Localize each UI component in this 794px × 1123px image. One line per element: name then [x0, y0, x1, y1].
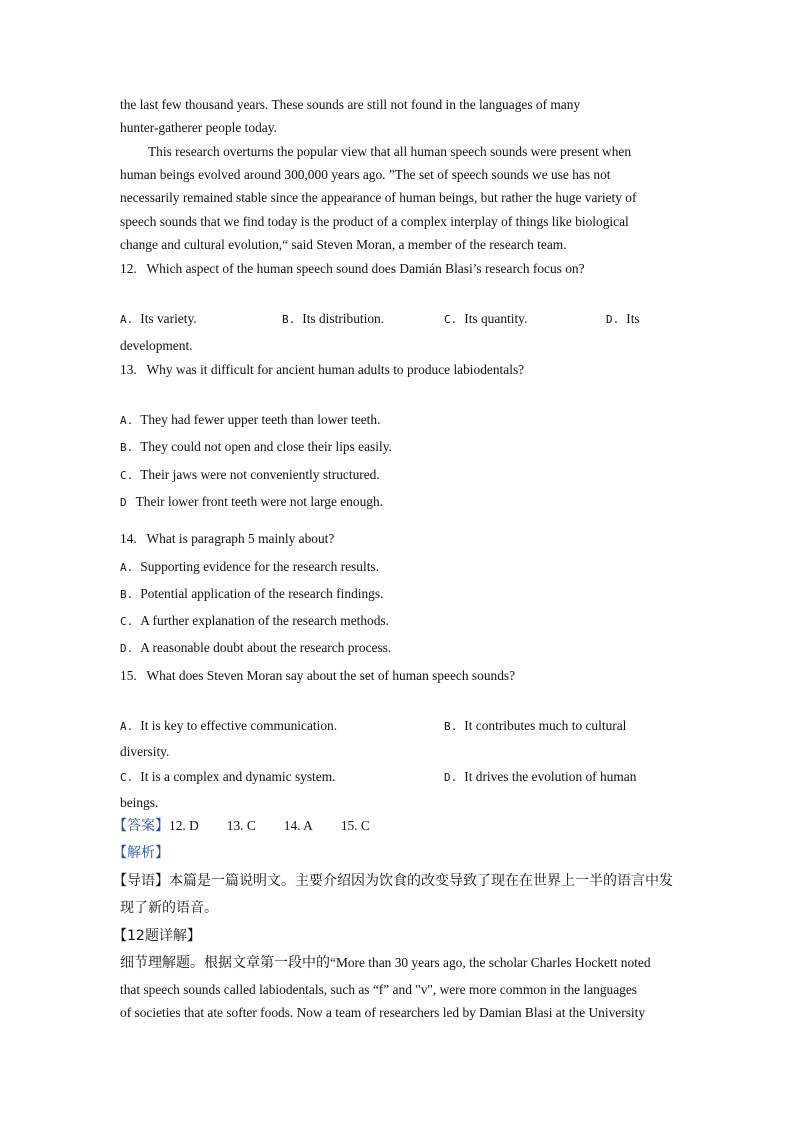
- q13-option-c: C. Their jaws were not conveniently structured.: [120, 467, 380, 482]
- q13-option-a: A. They had fewer upper teeth than lower teeth.: [120, 412, 381, 427]
- q15-option-d: D. It drives the evolution of human: [444, 769, 637, 784]
- q13-option-b: B. They could not open and close their lips easily.: [120, 439, 392, 454]
- q13-option-d: D Their lower front teeth were not large enough.: [120, 494, 384, 509]
- q15-option-c: C. It is a complex and dynamic system.: [120, 769, 336, 784]
- analysis-tag: 【解析】: [113, 845, 169, 861]
- passage-line: change and cultural evolution,“ said Steven Moran, a member of the research team.: [120, 237, 567, 252]
- detail-12-line: that speech sounds called labiodentals, such as “f” and "v", were more common in the languages: [120, 982, 638, 997]
- question-14-stem: 14. What is paragraph 5 mainly about?: [120, 531, 335, 546]
- answer-value: 12. D: [169, 818, 199, 833]
- answer-value: 13. C: [226, 818, 256, 833]
- guide-tag: 【导语】: [113, 873, 169, 889]
- question-15-stem: 15. What does Steven Moran say about the set of human speech sounds?: [120, 668, 516, 683]
- passage-line: hunter-gatherer people today.: [120, 120, 277, 135]
- guide-line: 现了新的语音。: [120, 900, 218, 916]
- q12-option-d: D. Its: [606, 311, 640, 326]
- q15-option-b: B. It contributes much to cultural: [444, 718, 627, 733]
- q14-option-b: B. Potential application of the research findings.: [120, 586, 384, 601]
- answer-value: 14. A: [283, 818, 313, 833]
- q12-option-d-wrap: development.: [120, 338, 193, 353]
- q12-option-c: C. Its quantity.: [444, 311, 528, 326]
- q12-option-b: B. Its distribution.: [282, 311, 385, 326]
- answer-line: [113, 817, 370, 835]
- q15-option-d-wrap: beings.: [120, 795, 159, 810]
- passage-line: This research overturns the popular view that all human speech sounds were present when: [148, 144, 632, 159]
- answer-tag: 【答案】: [113, 818, 169, 834]
- passage-line: necessarily remained stable since the appearance of human beings, but rather the huge variety of: [120, 190, 637, 205]
- passage-line: speech sounds that we find today is the product of a complex interplay of things like biological: [120, 214, 629, 229]
- guide-line: 【导语】本篇是一篇说明文。主要介绍因为饮食的改变导致了现在在世界上一半的语言中发: [113, 873, 673, 889]
- detail-12-tag: 【12题详解】: [113, 928, 201, 944]
- q14-option-c: C. A further explanation of the research methods.: [120, 613, 390, 628]
- q12-option-a: A. Its variety.: [120, 311, 197, 326]
- q15-option-a: A. It is key to effective communication.: [120, 718, 338, 733]
- q14-option-a: A. Supporting evidence for the research results.: [120, 559, 379, 574]
- question-12-stem: 12. Which aspect of the human speech sound does Damián Blasi’s research focus on?: [120, 261, 585, 276]
- passage-line: the last few thousand years. These sounds are still not found in the languages of many: [120, 97, 581, 112]
- passage-line: human beings evolved around 300,000 years ago. ”The set of speech sounds we use has not: [120, 167, 611, 182]
- detail-12-line: 细节理解题。根据文章第一段中的“More than 30 years ago, the scholar Charles Hockett noted: [120, 955, 651, 971]
- answer-value: 15. C: [340, 818, 370, 833]
- question-13-stem: 13. Why was it difficult for ancient human adults to produce labiodentals?: [120, 362, 525, 377]
- q14-option-d: D. A reasonable doubt about the research process.: [120, 640, 392, 655]
- q15-option-b-wrap: diversity.: [120, 744, 170, 759]
- detail-12-line: of societies that ate softer foods. Now a team of researchers led by Damian Blasi at the University: [120, 1005, 646, 1020]
